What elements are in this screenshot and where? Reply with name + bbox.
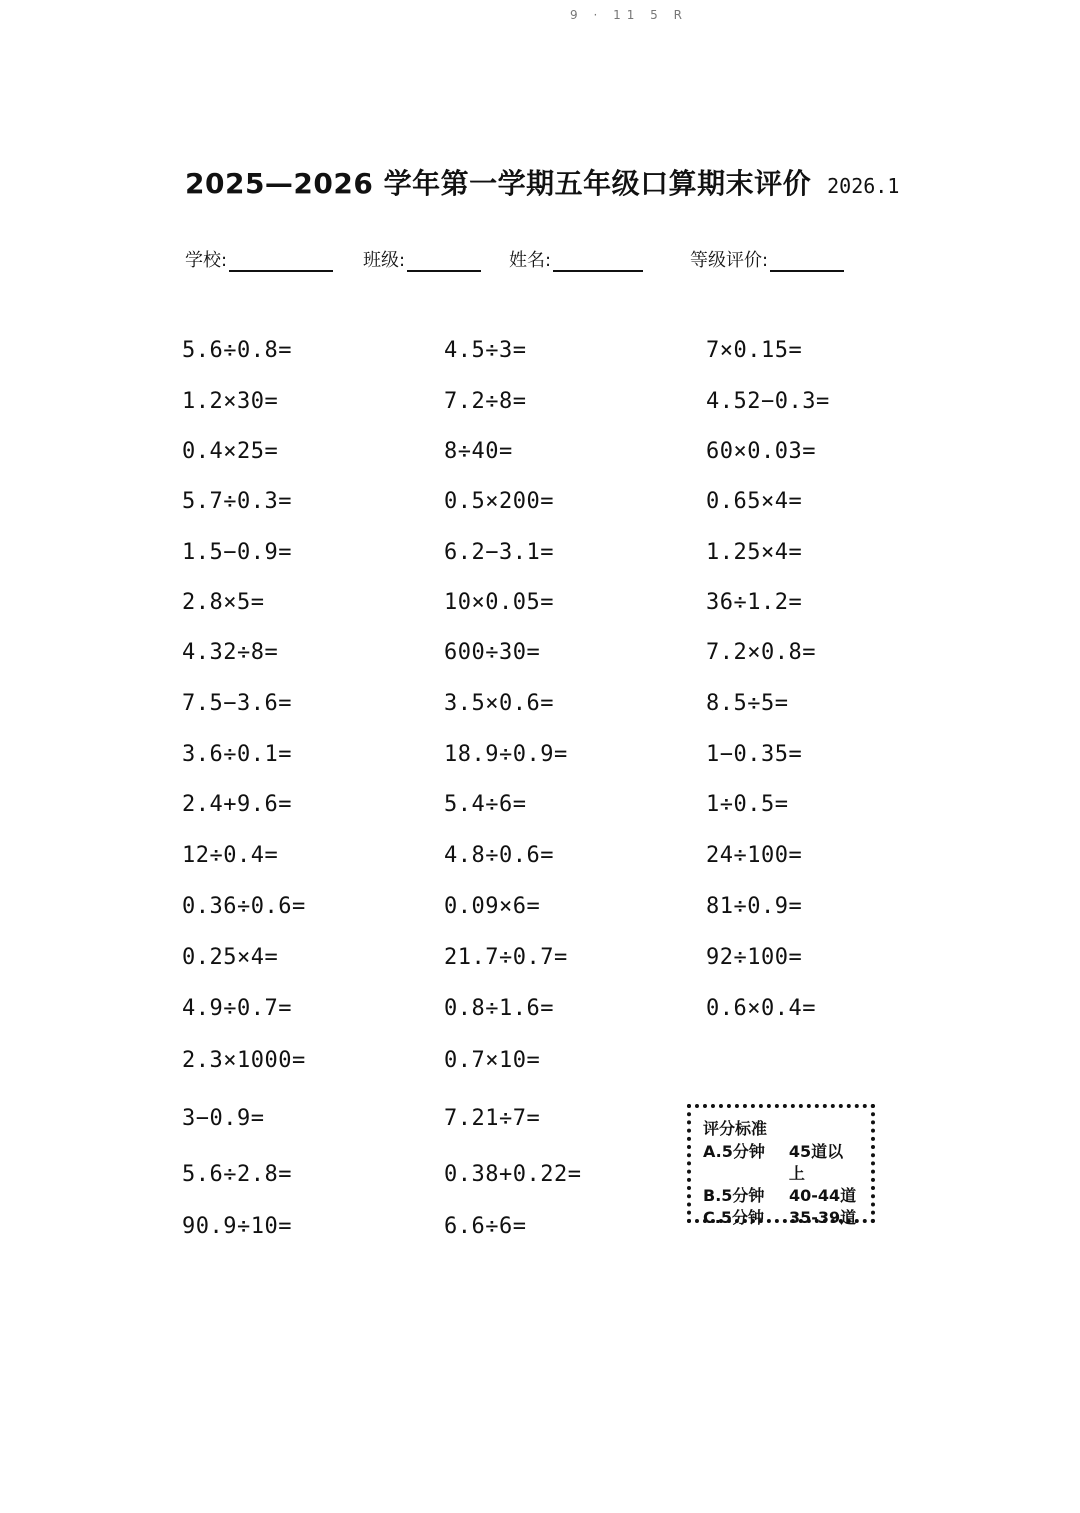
problem-item: 2.3×1000= xyxy=(182,1048,306,1073)
date-label: 2026.1 xyxy=(827,174,900,198)
problem-item: 4.52−0.3= xyxy=(706,389,830,414)
problem-item: 1.25×4= xyxy=(706,540,803,565)
problem-item: 18.9÷0.9= xyxy=(444,742,568,767)
criteria-grade: C.5分钟 xyxy=(703,1208,764,1227)
problem-item: 0.8÷1.6= xyxy=(444,996,554,1021)
problem-item: 0.36÷0.6= xyxy=(182,894,306,919)
problem-item: 60×0.03= xyxy=(706,439,816,464)
criteria-row xyxy=(703,1185,859,1207)
problem-item: 81÷0.9= xyxy=(706,894,803,919)
problem-item: 4.5÷3= xyxy=(444,338,527,363)
problem-item: 8.5÷5= xyxy=(706,691,789,716)
problem-item: 5.4÷6= xyxy=(444,792,527,817)
problem-item: 0.38+0.22= xyxy=(444,1162,582,1187)
problem-item: 0.09×6= xyxy=(444,894,541,919)
criteria-title: 评分标准 xyxy=(703,1119,768,1138)
problem-item: 8÷40= xyxy=(444,439,513,464)
problem-item: 7.2×0.8= xyxy=(706,640,816,665)
school-blank[interactable] xyxy=(229,252,333,272)
criteria-range: 35-39道 xyxy=(789,1208,857,1227)
header-mark: 9 · 11 5 R xyxy=(570,8,688,22)
class-label: 班级: xyxy=(363,250,406,271)
problem-item: 5.6÷2.8= xyxy=(182,1162,292,1187)
problem-item: 4.32÷8= xyxy=(182,640,279,665)
problem-item: 7.5−3.6= xyxy=(182,691,292,716)
problem-item: 0.7×10= xyxy=(444,1048,541,1073)
problem-item: 7×0.15= xyxy=(706,338,803,363)
name-label: 姓名: xyxy=(509,250,552,271)
problem-item: 4.8÷0.6= xyxy=(444,843,554,868)
problem-item: 0.65×4= xyxy=(706,489,803,514)
problem-item: 2.4+9.6= xyxy=(182,792,292,817)
criteria-row xyxy=(703,1207,859,1229)
title-row xyxy=(185,162,899,202)
school-field xyxy=(185,246,333,272)
criteria-range: 40-44道 xyxy=(789,1186,857,1205)
school-label: 学校: xyxy=(185,250,228,271)
criteria-range: 45道以上 xyxy=(788,1142,844,1183)
criteria-grade: A.5分钟 xyxy=(703,1142,765,1161)
problem-item: 1.2×30= xyxy=(182,389,279,414)
scoring-criteria-box xyxy=(687,1104,875,1227)
problem-item: 92÷100= xyxy=(706,945,803,970)
problem-item: 21.7÷0.7= xyxy=(444,945,568,970)
problem-item: 24÷100= xyxy=(706,843,803,868)
problem-item: 3.5×0.6= xyxy=(444,691,554,716)
problem-item: 4.9÷0.7= xyxy=(182,996,292,1021)
problem-item: 12÷0.4= xyxy=(182,843,279,868)
problem-item: 36÷1.2= xyxy=(706,590,803,615)
criteria-grade: B.5分钟 xyxy=(703,1186,765,1205)
grade-field xyxy=(690,246,844,272)
criteria-row xyxy=(703,1141,859,1185)
problem-item: 6.6÷6= xyxy=(444,1214,527,1239)
problem-item: 2.8×5= xyxy=(182,590,265,615)
problem-item: 0.25×4= xyxy=(182,945,279,970)
problem-item: 6.2−3.1= xyxy=(444,540,554,565)
problem-item: 5.6÷0.8= xyxy=(182,338,292,363)
grade-blank[interactable] xyxy=(770,252,844,272)
problem-item: 3.6÷0.1= xyxy=(182,742,292,767)
problem-item: 0.6×0.4= xyxy=(706,996,816,1021)
problem-item: 3−0.9= xyxy=(182,1106,265,1131)
problem-item: 0.4×25= xyxy=(182,439,279,464)
problem-item: 7.2÷8= xyxy=(444,389,527,414)
problem-item: 1÷0.5= xyxy=(706,792,789,817)
class-blank[interactable] xyxy=(407,252,481,272)
problem-item: 5.7÷0.3= xyxy=(182,489,292,514)
name-blank[interactable] xyxy=(553,252,643,272)
problem-item: 90.9÷10= xyxy=(182,1214,292,1239)
problem-item: 10×0.05= xyxy=(444,590,554,615)
grade-label: 等级评价: xyxy=(690,250,769,271)
problem-item: 600÷30= xyxy=(444,640,541,665)
class-field xyxy=(363,246,481,272)
problem-item: 7.21÷7= xyxy=(444,1106,541,1131)
name-field xyxy=(509,246,643,272)
problem-item: 1.5−0.9= xyxy=(182,540,292,565)
page-title: 2025—2026 学年第一学期五年级口算期末评价 xyxy=(185,167,812,200)
problem-item: 0.5×200= xyxy=(444,489,554,514)
problem-item: 1−0.35= xyxy=(706,742,803,767)
